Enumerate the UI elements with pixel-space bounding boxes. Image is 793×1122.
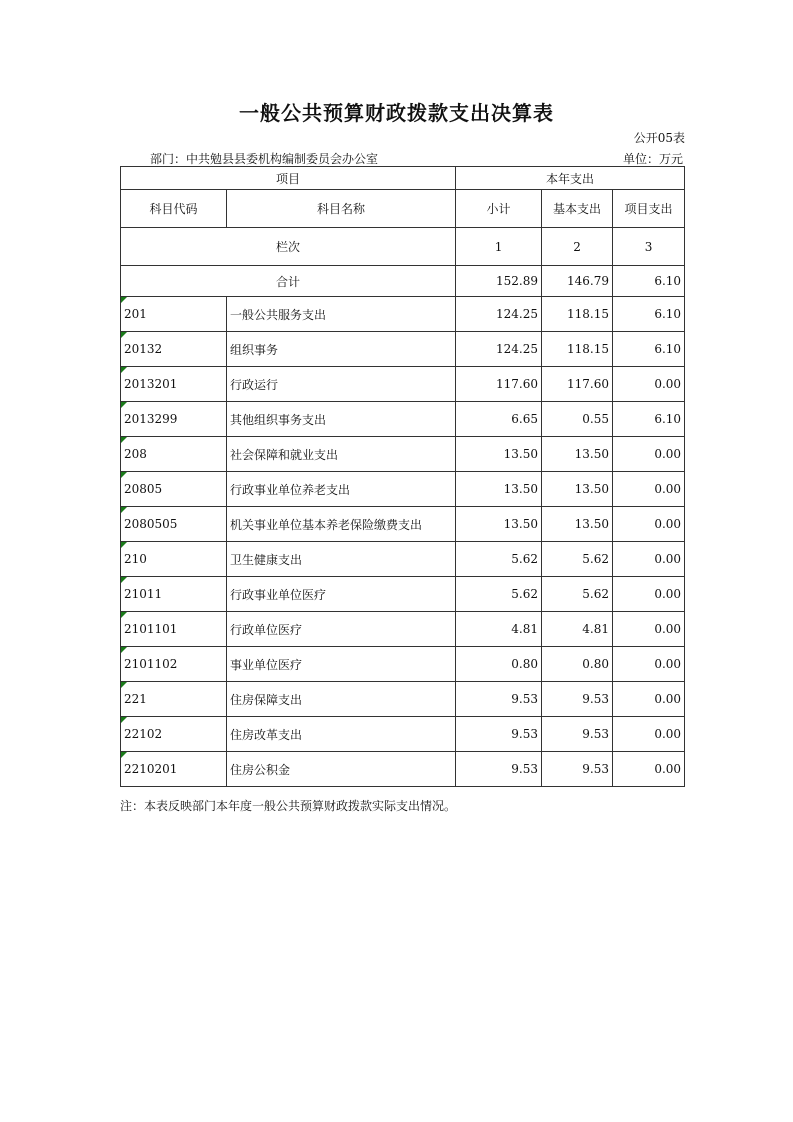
row-subtotal: 9.53	[456, 682, 542, 717]
table-row	[121, 332, 685, 367]
row-basic: 13.50	[542, 507, 613, 542]
row-subtotal: 5.62	[456, 542, 542, 577]
row-basic: 13.50	[542, 472, 613, 507]
header-basic: 基本支出	[542, 190, 613, 228]
total-row	[121, 266, 685, 297]
total-subtotal: 152.89	[456, 266, 542, 297]
total-label: 合计	[121, 266, 456, 297]
table-row	[121, 402, 685, 437]
row-basic: 9.53	[542, 717, 613, 752]
row-subtotal: 117.60	[456, 367, 542, 402]
row-basic: 13.50	[542, 437, 613, 472]
row-name: 社会保障和就业支出	[227, 437, 456, 472]
row-basic: 0.80	[542, 647, 613, 682]
header-current-year: 本年支出	[456, 167, 685, 190]
row-basic: 0.55	[542, 402, 613, 437]
row-project: 0.00	[613, 752, 685, 787]
table-row	[121, 752, 685, 787]
row-basic: 118.15	[542, 332, 613, 367]
table-row	[121, 682, 685, 717]
row-name: 组织事务	[227, 332, 456, 367]
row-basic: 9.53	[542, 752, 613, 787]
row-code: 22102	[121, 717, 227, 752]
table-row	[121, 297, 685, 332]
table-row	[121, 472, 685, 507]
row-project: 0.00	[613, 472, 685, 507]
row-name: 行政运行	[227, 367, 456, 402]
table-row	[121, 437, 685, 472]
row-basic: 9.53	[542, 682, 613, 717]
row-subtotal: 13.50	[456, 437, 542, 472]
row-subtotal: 9.53	[456, 752, 542, 787]
total-basic: 146.79	[542, 266, 613, 297]
row-code: 221	[121, 682, 227, 717]
row-code: 208	[121, 437, 227, 472]
row-name: 住房公积金	[227, 752, 456, 787]
col-number-3: 3	[613, 228, 685, 266]
row-subtotal: 124.25	[456, 332, 542, 367]
row-name: 行政单位医疗	[227, 612, 456, 647]
row-code: 20805	[121, 472, 227, 507]
unit-label: 单位：万元	[622, 152, 683, 166]
total-project: 6.10	[613, 266, 685, 297]
row-code: 201	[121, 297, 227, 332]
table-row	[121, 717, 685, 752]
row-subtotal: 4.81	[456, 612, 542, 647]
row-name: 事业单位医疗	[227, 647, 456, 682]
table-row	[121, 577, 685, 612]
row-code: 2210201	[121, 752, 227, 787]
row-basic: 5.62	[542, 577, 613, 612]
row-subtotal: 9.53	[456, 717, 542, 752]
row-name: 住房改革支出	[227, 717, 456, 752]
row-name: 行政事业单位医疗	[227, 577, 456, 612]
row-code: 2080505	[121, 507, 227, 542]
row-project: 0.00	[613, 367, 685, 402]
row-subtotal: 6.65	[456, 402, 542, 437]
row-basic: 118.15	[542, 297, 613, 332]
row-project: 0.00	[613, 577, 685, 612]
row-subtotal: 13.50	[456, 507, 542, 542]
header-row-2	[121, 190, 685, 228]
column-number-row	[121, 228, 685, 266]
table-row	[121, 542, 685, 577]
row-name: 行政事业单位养老支出	[227, 472, 456, 507]
row-basic: 4.81	[542, 612, 613, 647]
row-name: 卫生健康支出	[227, 542, 456, 577]
row-basic: 117.60	[542, 367, 613, 402]
row-code: 2101102	[121, 647, 227, 682]
expenditure-table	[120, 166, 685, 787]
department-label: 部门：中共勉县县委机构编制委员会办公室	[150, 152, 379, 166]
header-code: 科目代码	[121, 190, 227, 228]
row-name: 其他组织事务支出	[227, 402, 456, 437]
row-code: 2013201	[121, 367, 227, 402]
table-row	[121, 367, 685, 402]
row-subtotal: 0.80	[456, 647, 542, 682]
row-project: 0.00	[613, 542, 685, 577]
table-row	[121, 612, 685, 647]
form-number: 公开05表	[633, 131, 685, 145]
footnote: 注：本表反映部门本年度一般公共预算财政拨款实际支出情况。	[120, 799, 457, 813]
row-code: 21011	[121, 577, 227, 612]
row-project: 0.00	[613, 507, 685, 542]
row-code: 2013299	[121, 402, 227, 437]
header-row-1	[121, 167, 685, 190]
row-subtotal: 5.62	[456, 577, 542, 612]
row-project: 0.00	[613, 612, 685, 647]
row-project: 0.00	[613, 437, 685, 472]
row-code: 2101101	[121, 612, 227, 647]
row-code: 20132	[121, 332, 227, 367]
row-label: 栏次	[121, 228, 456, 266]
row-project: 0.00	[613, 647, 685, 682]
row-name: 一般公共服务支出	[227, 297, 456, 332]
header-project: 项目	[121, 167, 456, 190]
row-basic: 5.62	[542, 542, 613, 577]
table-row	[121, 507, 685, 542]
row-subtotal: 124.25	[456, 297, 542, 332]
row-project: 6.10	[613, 297, 685, 332]
row-code: 210	[121, 542, 227, 577]
row-project: 0.00	[613, 682, 685, 717]
header-name: 科目名称	[227, 190, 456, 228]
table-row	[121, 647, 685, 682]
row-subtotal: 13.50	[456, 472, 542, 507]
row-project: 0.00	[613, 717, 685, 752]
header-project-exp: 项目支出	[613, 190, 685, 228]
header-subtotal: 小计	[456, 190, 542, 228]
page-title: 一般公共预算财政拨款支出决算表	[239, 101, 554, 125]
col-number-1: 1	[456, 228, 542, 266]
row-name: 住房保障支出	[227, 682, 456, 717]
row-project: 6.10	[613, 332, 685, 367]
row-name: 机关事业单位基本养老保险缴费支出	[227, 507, 456, 542]
col-number-2: 2	[542, 228, 613, 266]
row-project: 6.10	[613, 402, 685, 437]
